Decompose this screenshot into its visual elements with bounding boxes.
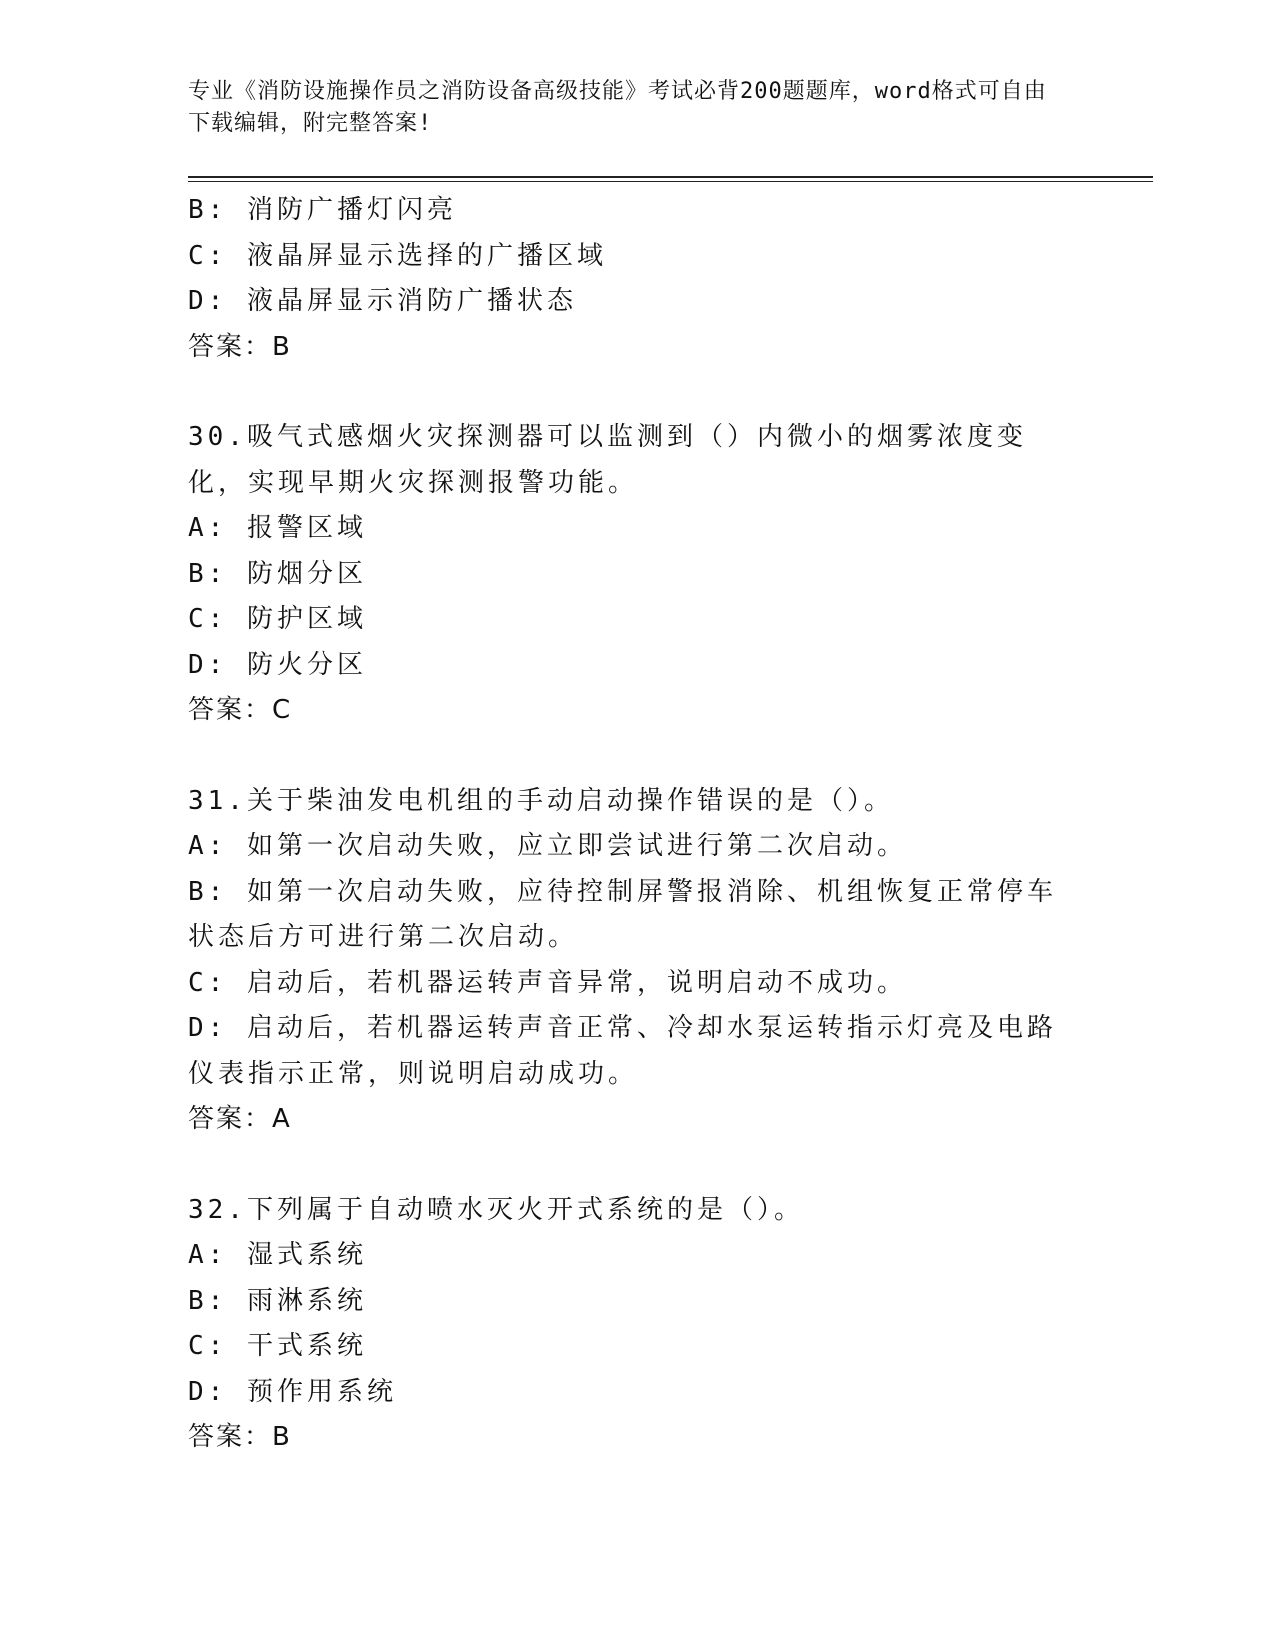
option-a: A: 报警区域 (188, 513, 367, 543)
option-b: B: 如第一次启动失败，应待控制屏警报消除、机组恢复正常停车状态后方可进行第二次启动。 (188, 876, 1057, 952)
document-header: 专业《消防设施操作员之消防设备高级技能》考试必背200题题库，word格式可自由下载编辑，附完整答案! (188, 79, 1047, 136)
spacer (188, 1143, 1088, 1188)
header-rule-thick (188, 176, 1153, 178)
spacer (188, 370, 1088, 415)
question-stem: 31.关于柴油发电机组的手动启动操作错误的是（）。 (188, 785, 894, 816)
option-b: B: 防烟分区 (188, 558, 367, 589)
question-stem: 30.吸气式感烟火灾探测器可以监测到（）内微小的烟雾浓度变化，实现早期火灾探测报警功能。 (188, 422, 1027, 498)
answer-line: 答案：A (188, 1104, 292, 1134)
answer-line: 答案：B (188, 1422, 292, 1452)
option-c: C: 干式系统 (188, 1331, 367, 1361)
option-b: B: 雨淋系统 (188, 1285, 367, 1316)
spacer (188, 734, 1088, 779)
option-a: A: 如第一次启动失败，应立即尝试进行第二次启动。 (188, 831, 907, 861)
option-d: D: 启动后，若机器运转声音正常、冷却水泵运转指示灯亮及电路仪表指示正常，则说明启动成功。 (188, 1013, 1057, 1089)
option-b: B: 消防广播灯闪亮 (188, 195, 457, 225)
option-d: D: 防火分区 (188, 649, 367, 680)
answer-line: 答案：C (188, 695, 293, 725)
option-c: C: 液晶屏显示选择的广播区域 (188, 240, 607, 271)
option-a: A: 湿式系统 (188, 1240, 367, 1270)
option-d: D: 液晶屏显示消防广播状态 (188, 286, 577, 316)
question-stem: 32.下列属于自动喷水灭火开式系统的是（）。 (188, 1194, 804, 1225)
question-block-29 (188, 188, 1088, 370)
question-list (188, 188, 1088, 1461)
question-block-30 (188, 415, 1088, 734)
answer-line: 答案：B (188, 331, 292, 362)
option-d: D: 预作用系统 (188, 1376, 397, 1407)
option-c: C: 防护区域 (188, 604, 367, 634)
question-block-31 (188, 779, 1088, 1143)
header-rule-thin (188, 181, 1153, 182)
question-block-32 (188, 1188, 1088, 1461)
option-c: C: 启动后，若机器运转声音异常，说明启动不成功。 (188, 967, 907, 998)
